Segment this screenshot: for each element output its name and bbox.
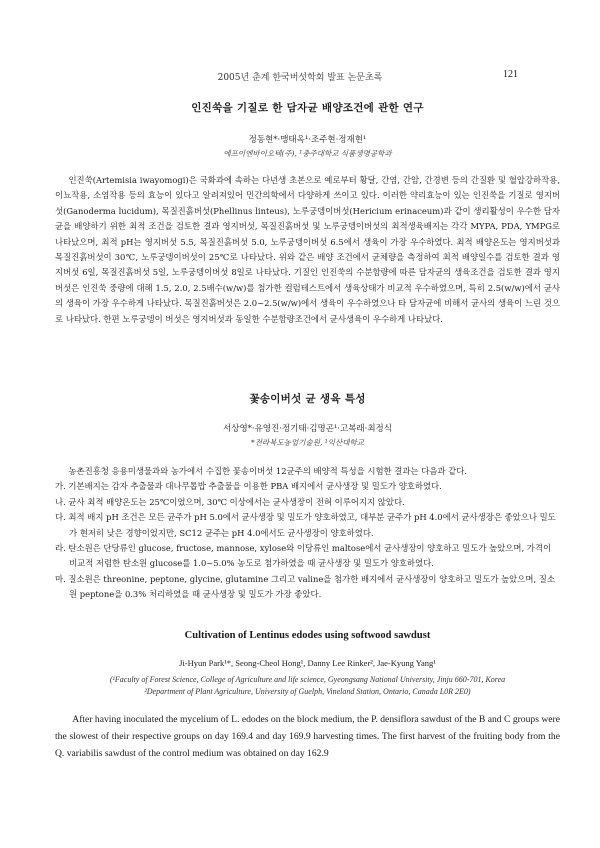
article-1-affiliation: 에프이엔바이오텍(주), ¹충주대학교 식품생명공학과 [223, 149, 392, 158]
article-1-title: 인진쑥을 기질로 한 담자균 배양조건에 관한 연구 [191, 102, 424, 114]
running-title: 2005년 춘계 한국버섯학회 발표 논문초록 [217, 73, 383, 83]
article-1-body [55, 173, 560, 327]
list-item: 라. 탄소원은 단당류인 glucose, fructose, mannose, xylose와 이당류인 maltose에서 균사생장이 양호하고 밀도가 높았으며, 가격이 비교적 저렴한 탄소원 glucose를 1.0~5.0% 농도로 첨가하였을 때 균사생장 및 밀도가 양호하였다. [55, 543, 552, 569]
page-number: 121 [503, 69, 518, 80]
article-3-affiliation-1: (¹Faculty of Forest Science, College of Agriculture and life science, Gyeongsang National University, Jinju 660-701, Korea [109, 675, 506, 684]
list-item: 나. 균사 최적 배양온도는 25℃이었으며, 30℃ 이상에서는 균사생장이 전혀 이루어지지 않았다. [55, 496, 405, 507]
article-3-paragraph: After having inoculated the mycelium of L. edodes on the block medium, the P. densiflora sawdust of the B and C groups were the slowest of their respective groups on day 169.4 and day 169.9 harvesting times. The first harvest of the fruiting body from the Q. variabilis sawdust of the control medium was obtained on day 162.9 [55, 714, 560, 759]
article-2-intro: 농촌진흥청 응용미생물과와 농가에서 수집한 꽃송이버섯 12균주의 배양적 특성을 시험한 결과는 다음과 같다. [68, 466, 468, 476]
article-3-authors: Ji-Hyun Park¹*, Seong-Cheol Hong¹, Danny Lee Rinker², Jae-Kyung Yang¹ [179, 658, 436, 668]
list-item: 가. 기본배지는 감자 추출물과 대나무톱밥 추출물을 이용한 PBA 배지에서 균사생장 및 밀도가 양호하였다. [55, 481, 442, 492]
article-2-authors: 서상영*·유영진·정기태·김명곤¹·고복래·최정식 [223, 424, 392, 434]
article-2-list [55, 464, 560, 603]
article-2-affiliation: *전라북도농업기술원, ¹익산대학교 [251, 438, 364, 447]
list-item: 마. 질소원은 threonine, peptone, glycine, glutamine 그리고 valine을 첨가한 배지에서 균사생장이 양호하고 밀도가 높았으며, 질소원 peptone을 0.3% 처리하였을 때 균사생장 및 밀도가 가장 좋았다. [55, 573, 555, 600]
article-3 [55, 630, 560, 762]
article-1-paragraph: 인진쑥(Artemisia iwayomogi)은 국화과에 속하는 다년생 초본으로 예로부터 황달, 간염, 간암, 간경변 등의 간질환 및 혈압강하작용, 이뇨작용, 소염작용 등의 효능이 있다고 알려져있어 민간의학에서 다양하게 쓰이고 있다. 이러한 약리효능이 있는 인진쑥을 기질로 영지버섯(Ganoderma lucidum), 목질진흙버섯(Phellinus linteus), 노루궁뎅이버섯(Hericium erinaceum)과 같이 생리활성이 우수한 담자균을 배양하기 위한 최적 조건을 검토한 결과 영지버섯, 목질진흙버섯 및 노루궁뎅이버섯의 최적생육배지는 각각 MYPA, PDA, YMPG로 나타났으며, 최적 pH는 영지버섯 5.5, 목질진흙버섯 5.0, 노루궁뎅이버섯 6.5에서 생육이 가장 우수하였다. 최적 배양온도는 영지버섯과 목질진흙버섯이 30℃, 노루궁뎅이버섯이 25℃로 나타났다. 위와 같은 배양 조건에서 균체량을 측정하여 최적 배양일수를 검토한 결과 영지버섯 6일, 목질진흙버섯 5일, 노루궁뎅이버섯 8일로 나타났다. 기질인 인진쑥의 수분함량에 따른 담자균의 생육조건을 검토한 결과 영지버섯은 인진쑥 중량에 대해 1.5, 2.0, 2.5배수(w/w)를 첨가한 컬럼테스트에서 생육상태가 비교적 우수하였으며, 특히 2.5(w/w)에서 균사의 생육이 가장 우수하게 나타났다. 목질진흙버섯은 2.0~2.5(w/w)에서 생육이 우수하였으나 타 담자균에 비해서 균사의 생육이 느린 것으로 나타났다. 한편 노루궁뎅이 버섯은 영지버섯과 동일한 수분함량조건에서 균사생육이 우수하게 나타났다. [55, 175, 560, 324]
article-1 [55, 100, 560, 327]
article-1-authors: 정동현*·맹태옥¹·조주현·정재현¹ [248, 135, 367, 145]
article-3-body [55, 712, 560, 762]
article-2-title: 꽃송이버섯 균 생육 특성 [249, 393, 366, 405]
page-header [0, 70, 600, 84]
article-3-affiliation-2: ²Department of Plant Agriculture, University of Guelph, Vineland Station, Ontario, Canada L0R 2E0) [144, 687, 471, 696]
article-2 [55, 391, 560, 603]
article-3-title: Cultivation of Lentinus edodes using softwood sawdust [184, 630, 431, 641]
list-item: 다. 최적 배지 pH 조건은 모든 균주가 pH 5.0에서 균사생장 및 밀도가 양호하였고, 대부분 균주가 pH 4.0에서 균사생장은 좋았으나 밀도가 현저히 낮은 경향이었지만, SC12 균주는 pH 4.0에서도 균사생장이 양호하였다. [55, 512, 556, 538]
